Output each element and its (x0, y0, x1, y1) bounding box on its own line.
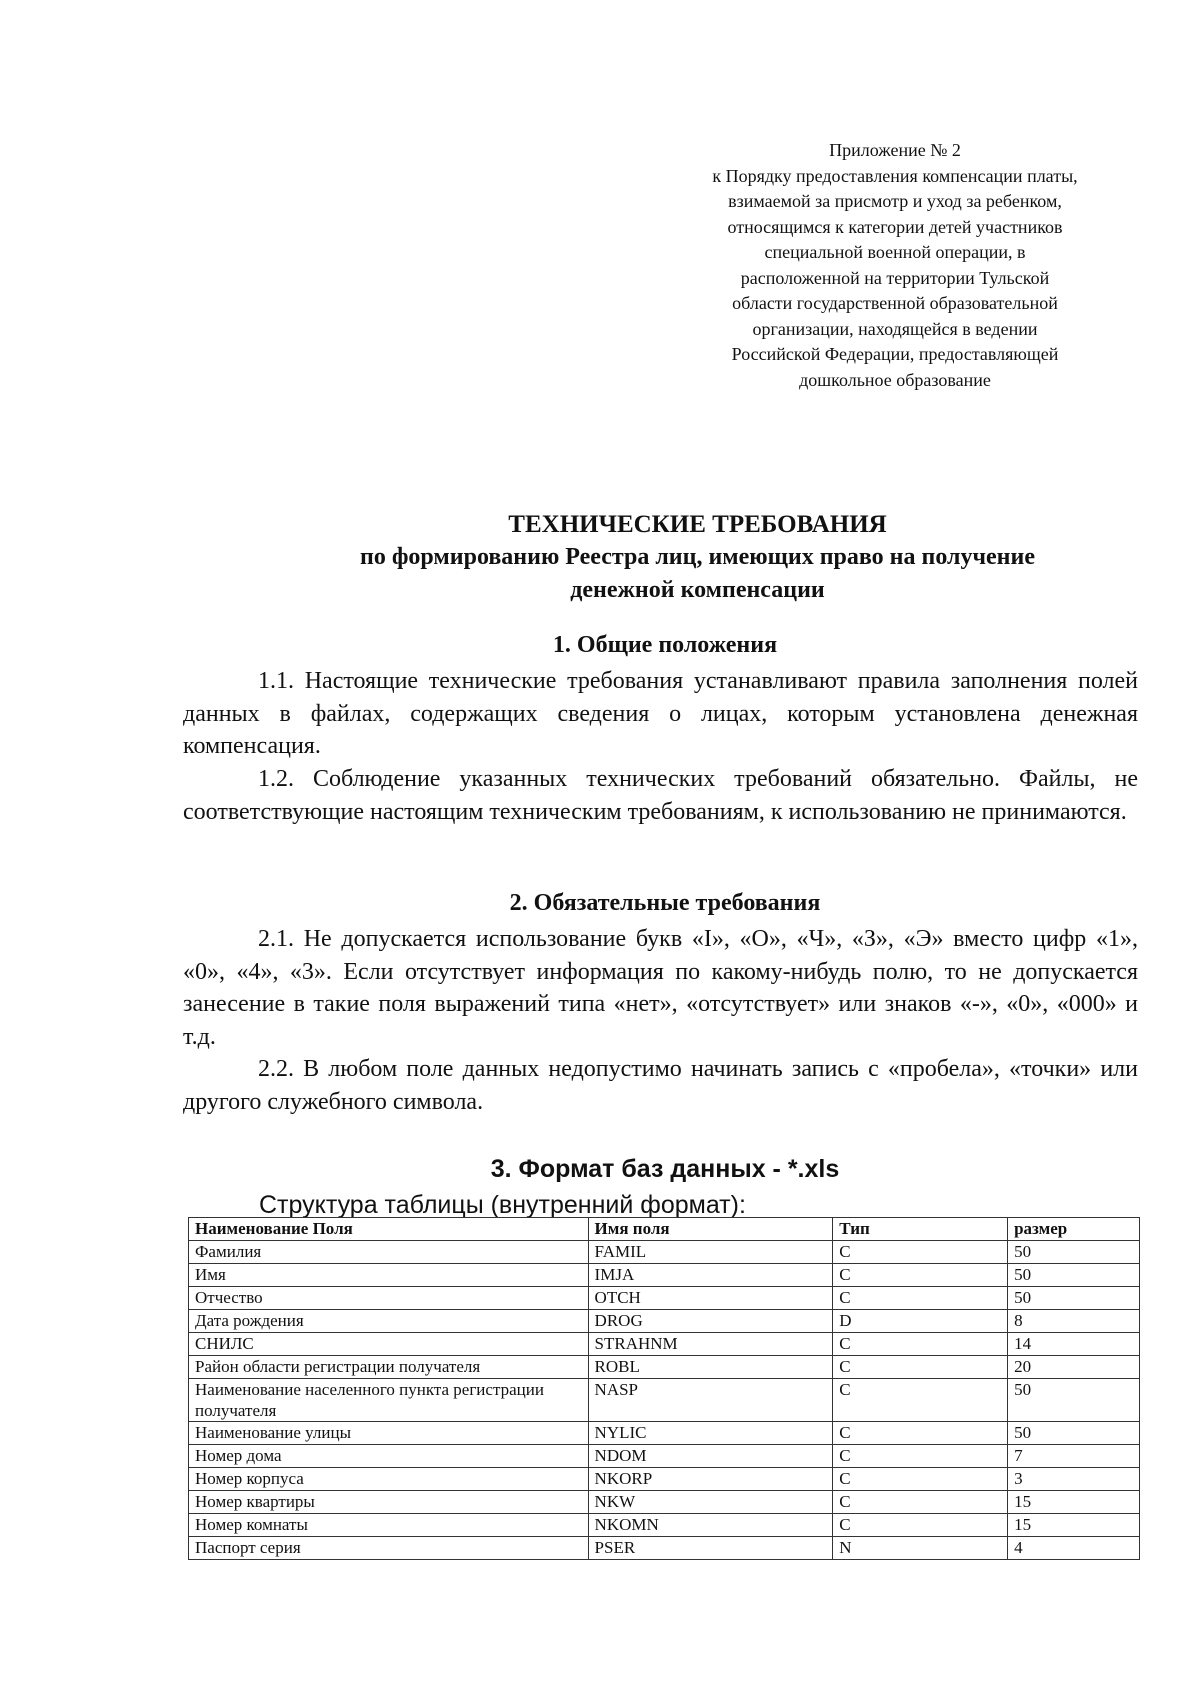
field-structure-table (188, 1217, 1140, 1560)
cell-type: C (833, 1241, 1008, 1264)
cell-type: C (833, 1445, 1008, 1468)
cell-type: C (833, 1356, 1008, 1379)
cell-size: 7 (1008, 1445, 1140, 1468)
annex-line: расположенной на территории Тульской (740, 267, 1050, 288)
cell-size: 50 (1008, 1422, 1140, 1445)
cell-type: C (833, 1422, 1008, 1445)
cell-type: C (833, 1379, 1008, 1422)
annex-line: к Порядку предоставления компенсации платы, (712, 165, 1078, 186)
cell-field-name: Номер комнаты (189, 1514, 589, 1537)
cell-field-id: NYLIC (588, 1422, 833, 1445)
cell-field-id: NDOM (588, 1445, 833, 1468)
cell-field-name: Отчество (189, 1287, 589, 1310)
header-size: размер (1008, 1218, 1140, 1241)
cell-type: C (833, 1333, 1008, 1356)
table-row (189, 1241, 1140, 1264)
cell-size: 50 (1008, 1264, 1140, 1287)
table-row (189, 1310, 1140, 1333)
table-caption: Структура таблицы (внутренний формат): (259, 1191, 746, 1219)
cell-field-id: PSER (588, 1537, 833, 1560)
header-field-name: Наименование Поля (189, 1218, 589, 1241)
cell-size: 15 (1008, 1514, 1140, 1537)
cell-type: C (833, 1468, 1008, 1491)
title-line-3: денежной компенсации (570, 577, 825, 603)
table-row (189, 1537, 1140, 1560)
annex-line: Приложение № 2 (829, 140, 961, 160)
table-row (189, 1468, 1140, 1491)
header-type: Тип (833, 1218, 1008, 1241)
cell-field-name: Имя (189, 1264, 589, 1287)
cell-field-name: СНИЛС (189, 1333, 589, 1356)
cell-size: 50 (1008, 1241, 1140, 1264)
table-row (189, 1514, 1140, 1537)
cell-type: D (833, 1310, 1008, 1333)
cell-type: C (833, 1491, 1008, 1514)
cell-field-id: STRAHNM (588, 1333, 833, 1356)
cell-field-name: Номер корпуса (189, 1468, 589, 1491)
cell-field-name: Фамилия (189, 1241, 589, 1264)
cell-size: 8 (1008, 1310, 1140, 1333)
cell-size: 50 (1008, 1287, 1140, 1310)
cell-field-id: IMJA (588, 1264, 833, 1287)
header-field-id: Имя поля (588, 1218, 833, 1241)
cell-field-id: NKOMN (588, 1514, 833, 1537)
cell-field-id: NASP (588, 1379, 833, 1422)
paragraph-2-2: 2.2. В любом поле данных недопустимо начинать запись с «пробела», «точки» или другого служебного символа. (183, 1056, 1138, 1115)
title-line-2: по формированию Реестра лиц, имеющих право на получение (360, 544, 1035, 570)
annex-line: организации, находящейся в ведении (752, 318, 1038, 339)
cell-field-name: Район области регистрации получателя (189, 1356, 589, 1379)
table-row (189, 1379, 1140, 1422)
table-row (189, 1333, 1140, 1356)
cell-size: 3 (1008, 1468, 1140, 1491)
table-row (189, 1287, 1140, 1310)
table-row (189, 1491, 1140, 1514)
cell-field-id: ROBL (588, 1356, 833, 1379)
cell-field-name: Наименование улицы (189, 1422, 589, 1445)
cell-field-id: FAMIL (588, 1241, 833, 1264)
paragraph-1-1: 1.1. Настоящие технические требования устанавливают правила заполнения полей данных в файлах, содержащих сведения о лицах, которым установлена денежная компенсация. (183, 668, 1138, 759)
cell-size: 14 (1008, 1333, 1140, 1356)
paragraph-2-1: 2.1. Не допускается использование букв «I», «O», «Ч», «З», «Э» вместо цифр «1», «0», «4», «3». Если отсутствует информация по какому-нибудь полю, то не допускается занесение в такие поля выражений типа «нет», «отсутствует» или знаков «-», «0», «000» и т.д. (183, 926, 1138, 1050)
cell-type: C (833, 1514, 1008, 1537)
annex-line: области государственной образовательной (732, 293, 1058, 313)
cell-field-id: NKW (588, 1491, 833, 1514)
table-row (189, 1422, 1140, 1445)
section-2-heading: 2. Обязательные требования (509, 890, 821, 916)
annex-line: дошкольное образование (799, 369, 991, 390)
cell-type: C (833, 1264, 1008, 1287)
annex-block (660, 138, 1130, 393)
cell-type: C (833, 1287, 1008, 1310)
document-title (180, 508, 1200, 607)
cell-field-name: Наименование населенного пункта регистрации получателя (189, 1379, 589, 1422)
title-line-1: ТЕХНИЧЕСКИЕ ТРЕБОВАНИЯ (508, 511, 887, 538)
cell-field-name: Паспорт серия (189, 1537, 589, 1560)
cell-field-name: Дата рождения (189, 1310, 589, 1333)
cell-size: 15 (1008, 1491, 1140, 1514)
paragraph-1-2: 1.2. Соблюдение указанных технических требований обязательно. Файлы, не соответствующие настоящим техническим требованиям, к использованию не принимаются. (183, 766, 1138, 825)
table-row (189, 1264, 1140, 1287)
cell-size: 50 (1008, 1379, 1140, 1422)
cell-field-name: Номер дома (189, 1445, 589, 1468)
table-row (189, 1445, 1140, 1468)
cell-type: N (833, 1537, 1008, 1560)
cell-field-id: DROG (588, 1310, 833, 1333)
cell-field-id: NKORP (588, 1468, 833, 1491)
section-1-heading: 1. Общие положения (552, 632, 778, 658)
annex-line: относящимся к категории детей участников (727, 216, 1063, 237)
cell-size: 20 (1008, 1356, 1140, 1379)
cell-field-name: Номер квартиры (189, 1491, 589, 1514)
section-3-heading: 3. Формат баз данных - *.xls (490, 1155, 840, 1183)
annex-line: взимаемой за присмотр и уход за ребенком, (728, 191, 1062, 211)
table-header-row (189, 1218, 1140, 1241)
cell-size: 4 (1008, 1537, 1140, 1560)
annex-line: Российской Федерации, предоставляющей (731, 344, 1059, 364)
annex-line: специальной военной операции, в (764, 242, 1026, 262)
cell-field-id: OTCH (588, 1287, 833, 1310)
table-row (189, 1356, 1140, 1379)
